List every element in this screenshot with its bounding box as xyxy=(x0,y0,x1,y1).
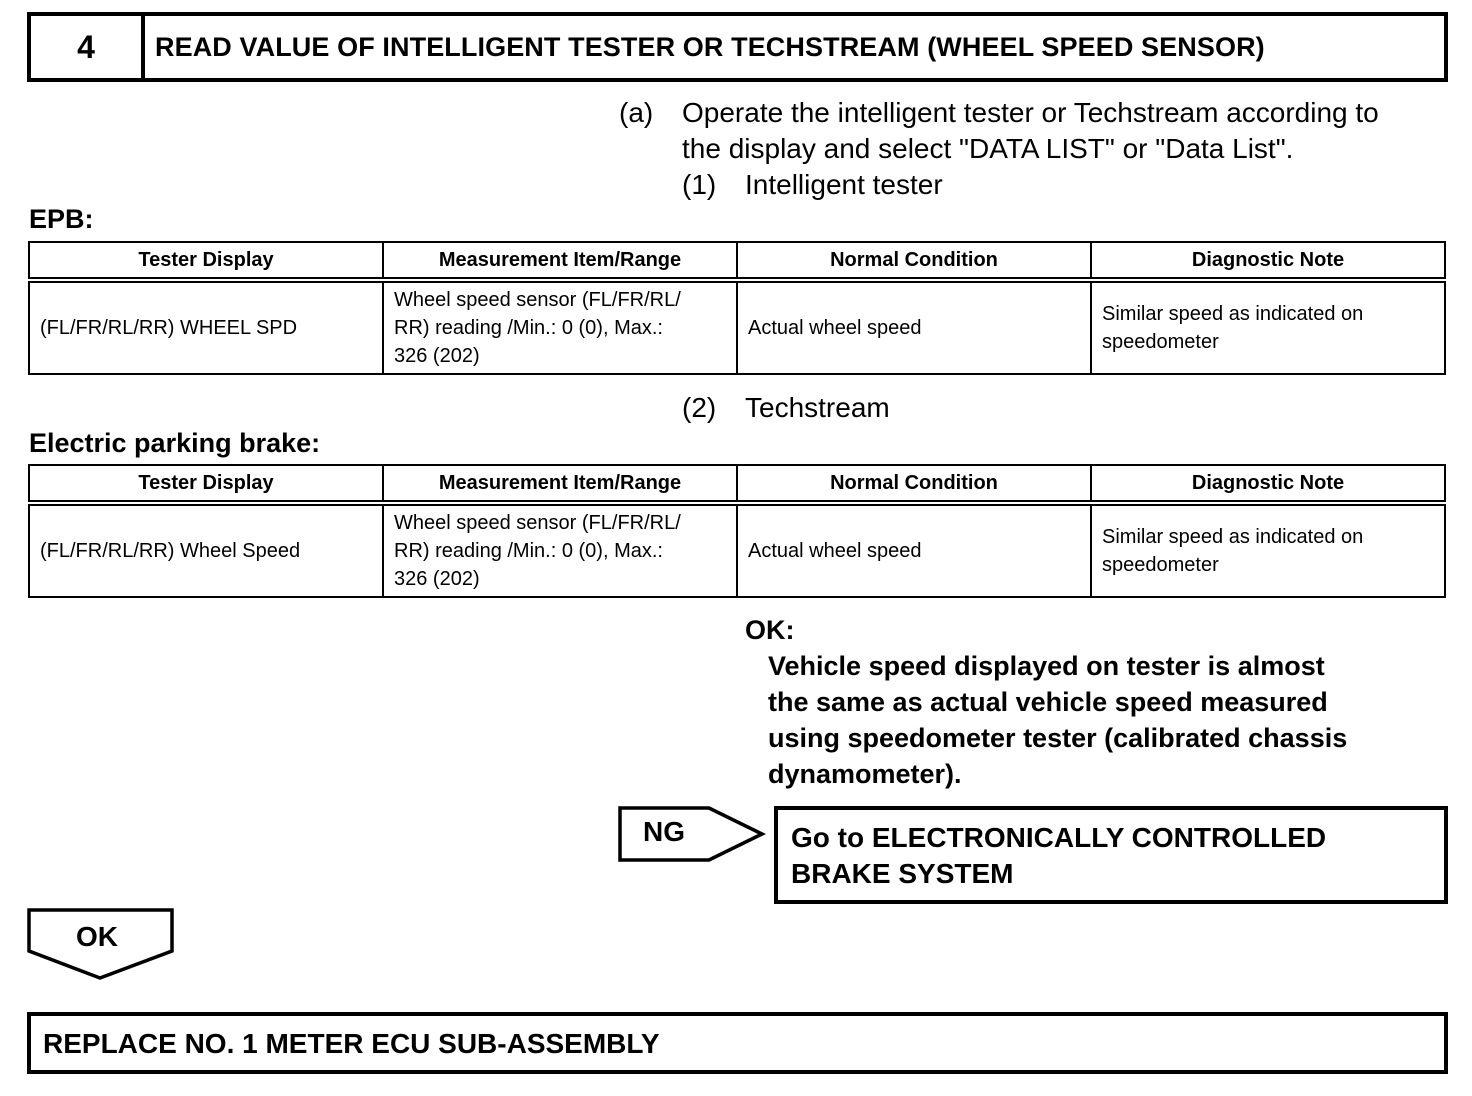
instruction-a-label: (a) xyxy=(619,97,654,128)
epb-brake-section-label: Electric parking brake: xyxy=(29,428,321,458)
cell-diagnostic-note xyxy=(1091,280,1445,374)
cell-tester-display: (FL/FR/RL/RR) WHEEL SPD xyxy=(29,280,383,374)
sub-step-1-text: Intelligent tester xyxy=(745,169,943,200)
sub-step-2-text: Techstream xyxy=(745,392,890,423)
table-row xyxy=(29,280,1445,374)
header-measurement-range: Measurement Item/Range xyxy=(383,242,737,280)
header-normal-condition: Normal Condition xyxy=(737,465,1091,503)
note-line: speedometer xyxy=(1102,554,1219,576)
ng-target-line: Go to ELECTRONICALLY CONTROLLED xyxy=(791,822,1327,853)
range-line: Wheel speed sensor (FL/FR/RL/ xyxy=(394,512,681,534)
ok-arrow-label: OK xyxy=(76,921,118,952)
step-title: READ VALUE OF INTELLIGENT TESTER OR TECHSTREAM (WHEEL SPEED SENSOR) xyxy=(155,31,1265,62)
range-line: RR) reading /Min.: 0 (0), Max.: xyxy=(394,317,663,339)
ng-target-box xyxy=(774,806,1448,904)
ok-spec-line: using speedometer tester (calibrated chassis xyxy=(768,723,1348,753)
ok-spec-line: the same as actual vehicle speed measured xyxy=(768,687,1328,717)
step-number: 4 xyxy=(31,16,145,78)
note-line: speedometer xyxy=(1102,331,1219,353)
cell-tester-display: (FL/FR/RL/RR) Wheel Speed xyxy=(29,503,383,597)
header-diagnostic-note: Diagnostic Note xyxy=(1091,242,1445,280)
header-tester-display: Tester Display xyxy=(29,465,383,503)
instruction-a xyxy=(0,95,1472,205)
electric-parking-brake-table xyxy=(28,464,1446,598)
note-line: Similar speed as indicated on xyxy=(1102,526,1364,548)
final-step-box xyxy=(27,1012,1448,1074)
ng-label: NG xyxy=(643,816,685,847)
sub-step-1-label: (1) xyxy=(682,169,717,200)
sub-step-2-label: (2) xyxy=(682,392,717,423)
final-step-text: REPLACE NO. 1 METER ECU SUB-ASSEMBLY xyxy=(43,1028,660,1059)
cell-normal-condition: Actual wheel speed xyxy=(737,503,1091,597)
cell-measurement-range xyxy=(383,503,737,597)
cell-normal-condition: Actual wheel speed xyxy=(737,280,1091,374)
instruction-a-line2: the display and select "DATA LIST" or "Data List". xyxy=(682,133,1294,164)
table-row xyxy=(29,503,1445,597)
header-normal-condition: Normal Condition xyxy=(737,242,1091,280)
range-line: Wheel speed sensor (FL/FR/RL/ xyxy=(394,289,681,311)
ok-spec-line: dynamometer). xyxy=(768,759,962,789)
sub-step-2 xyxy=(0,390,1472,426)
range-line: RR) reading /Min.: 0 (0), Max.: xyxy=(394,540,663,562)
range-line: 326 (202) xyxy=(394,568,480,590)
cell-diagnostic-note xyxy=(1091,503,1445,597)
header-diagnostic-note: Diagnostic Note xyxy=(1091,465,1445,503)
table-header-row xyxy=(29,465,1445,503)
epb-section-label: EPB: xyxy=(29,204,94,234)
ng-target-line: BRAKE SYSTEM xyxy=(791,858,1014,889)
range-line: 326 (202) xyxy=(394,345,480,367)
note-line: Similar speed as indicated on xyxy=(1102,303,1364,325)
step-header xyxy=(27,12,1448,82)
header-tester-display: Tester Display xyxy=(29,242,383,280)
instruction-a-line1: Operate the intelligent tester or Techstream according to xyxy=(682,97,1379,128)
ok-spec-line: Vehicle speed displayed on tester is almost xyxy=(768,651,1325,681)
table-header-row xyxy=(29,242,1445,280)
ok-specification xyxy=(745,612,1465,792)
cell-measurement-range xyxy=(383,280,737,374)
ng-arrow-icon xyxy=(617,805,767,863)
epb-data-table xyxy=(28,241,1446,375)
ok-spec-label: OK: xyxy=(745,615,795,645)
header-measurement-range: Measurement Item/Range xyxy=(383,465,737,503)
